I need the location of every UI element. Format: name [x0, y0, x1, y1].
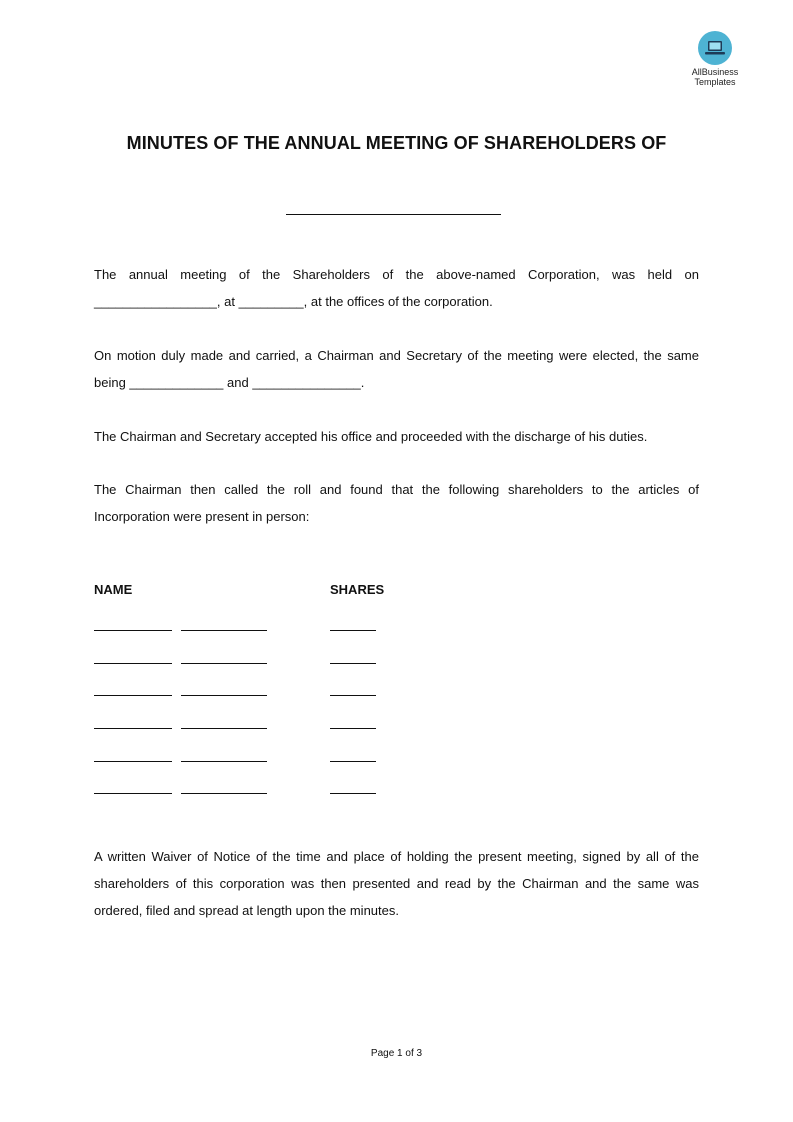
shareholder-row	[94, 618, 394, 632]
election-paragraph	[94, 342, 699, 396]
shares-blank[interactable]	[330, 781, 376, 794]
last-name-blank[interactable]	[181, 651, 267, 664]
paragraph-line: Incorporation were present in person:	[94, 509, 310, 524]
waiver-paragraph	[94, 843, 699, 924]
paragraph-line: The annual meeting of the Shareholders of the above-named Corporation, was held on	[94, 267, 699, 282]
first-name-blank[interactable]	[94, 781, 172, 794]
shareholder-row	[94, 781, 394, 795]
roll-call-paragraph	[94, 476, 699, 530]
paragraph-line: A written Waiver of Notice of the time and place of holding the present meeting, signed by all of the	[94, 849, 699, 864]
first-name-blank[interactable]	[94, 749, 172, 762]
shares-blank[interactable]	[330, 651, 376, 664]
shares-column-header: SHARES	[330, 582, 385, 597]
last-name-blank[interactable]	[181, 683, 267, 696]
paragraph-line: The Chairman and Secretary accepted his office and proceeded with the discharge of his duties.	[94, 429, 648, 444]
first-name-blank[interactable]	[94, 716, 172, 729]
logo-text-line2: Templates	[694, 77, 736, 87]
shares-blank[interactable]	[330, 618, 376, 631]
shares-blank[interactable]	[330, 716, 376, 729]
paragraph-line: The Chairman then called the roll and found that the following shareholders to the articles of	[94, 482, 699, 497]
shareholder-row	[94, 716, 394, 730]
company-name-blank[interactable]	[286, 214, 501, 215]
shareholder-row	[94, 749, 394, 763]
document-title: MINUTES OF THE ANNUAL MEETING OF SHAREHOLDERS OF	[126, 133, 667, 153]
last-name-blank[interactable]	[181, 716, 267, 729]
shareholder-row	[94, 651, 394, 665]
acceptance-paragraph	[94, 423, 699, 450]
shares-blank[interactable]	[330, 749, 376, 762]
first-name-blank[interactable]	[94, 683, 172, 696]
paragraph-line: being _____________ and _______________.	[94, 375, 365, 390]
shareholder-row	[94, 683, 394, 697]
first-name-blank[interactable]	[94, 618, 172, 631]
paragraph-line: ordered, filed and spread at length upon the minutes.	[94, 903, 399, 918]
company-logo	[686, 31, 744, 87]
shares-blank[interactable]	[330, 683, 376, 696]
meeting-paragraph	[94, 261, 699, 315]
last-name-blank[interactable]	[181, 749, 267, 762]
page-number: Page 1 of 3	[370, 1048, 423, 1059]
paragraph-line: On motion duly made and carried, a Chairman and Secretary of the meeting were elected, the same	[94, 348, 699, 363]
name-column-header: NAME	[94, 582, 133, 597]
laptop-icon	[698, 31, 732, 65]
logo-text-line1: AllBusiness	[691, 67, 739, 77]
paragraph-line: _________________, at _________, at the offices of the corporation.	[94, 294, 493, 309]
last-name-blank[interactable]	[181, 781, 267, 794]
first-name-blank[interactable]	[94, 651, 172, 664]
paragraph-line: shareholders of this corporation was then presented and read by the Chairman and the same was	[94, 876, 699, 891]
last-name-blank[interactable]	[181, 618, 267, 631]
